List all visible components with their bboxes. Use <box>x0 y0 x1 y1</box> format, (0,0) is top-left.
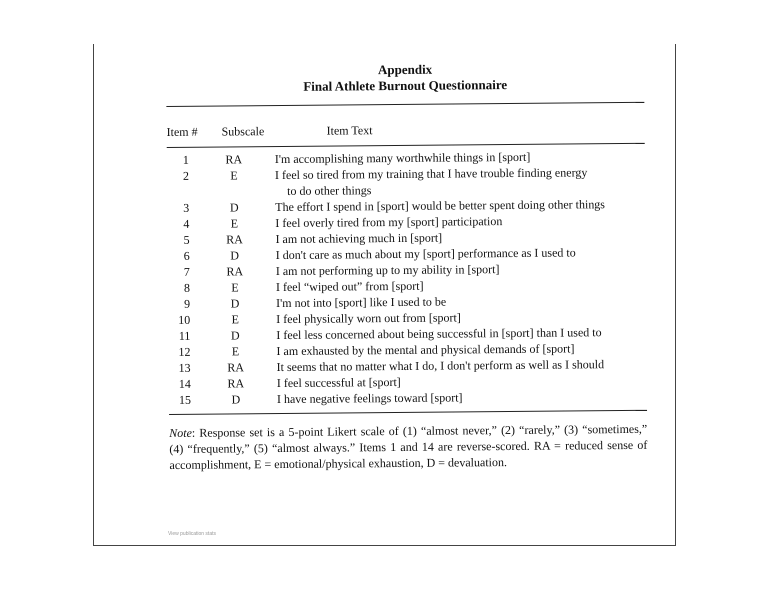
table-body <box>167 144 647 414</box>
item-subscale: E <box>231 280 239 295</box>
appendix-content <box>166 60 648 473</box>
item-number: 11 <box>178 328 191 343</box>
item-subscale: D <box>229 200 239 215</box>
item-subscale: RA <box>227 376 245 391</box>
item-text-line: I'm accomplishing many worthwhile things in [sport] <box>274 149 531 167</box>
item-text <box>275 164 643 199</box>
item-subscale: E <box>231 312 239 327</box>
item-text-line: I am not performing up to my ability in [sport] <box>275 262 500 279</box>
item-text-line: The effort I spend in [sport] would be better spent doing other things <box>275 197 606 215</box>
item-text-line: I feel “wiped out” from [sport] <box>275 278 424 295</box>
item-subscale: D <box>230 248 240 263</box>
item-text-line: It seems that no matter what I do, I don't perform as well as I should <box>276 357 605 375</box>
item-text-line: I feel less concerned about being successful in [sport] than I used to <box>276 325 602 343</box>
item-number: 13 <box>178 360 191 375</box>
table-header <box>166 103 644 147</box>
item-text-line: I am not achieving much in [sport] <box>275 230 443 247</box>
item-number: 8 <box>183 280 191 295</box>
header-item-text: Item Text <box>326 123 373 138</box>
table-note <box>169 421 647 473</box>
item-text-line: I have negative feelings toward [sport] <box>276 390 463 407</box>
note-text: : Response set is a 5-point Likert scale of (1) “almost never,” (2) “rarely,” (3) “sometimes,” (4) “frequently,” (5) “almost always.” Items 1 and 14 are reverse-scored. RA = reduced sense of accomplishment, E = emotional/physical exhaustion, D = devaluation. <box>169 421 648 472</box>
item-text-continuation: to do other things <box>287 183 372 198</box>
item-text-line: I feel physically worn out from [sport] <box>276 310 461 327</box>
questionnaire-title: Final Athlete Burnout Questionnaire <box>303 77 508 94</box>
item-subscale: D <box>231 392 241 407</box>
view-publication-stats-link[interactable]: View publication stats <box>168 531 216 537</box>
item-number: 6 <box>183 248 190 263</box>
item-subscale: D <box>230 328 240 343</box>
item-text-line: I feel so tired from my training that I have trouble finding energy <box>274 165 588 183</box>
item-number: 7 <box>183 264 190 279</box>
item-subscale: E <box>230 168 238 183</box>
item-subscale: E <box>230 216 239 231</box>
item-number: 4 <box>183 216 190 231</box>
item-number: 3 <box>183 200 190 215</box>
item-text-line: I am exhausted by the mental and physical demands of [sport] <box>276 341 575 359</box>
item-text-line: I feel successful at [sport] <box>276 374 401 391</box>
document-page <box>93 44 676 546</box>
item-subscale: RA <box>226 264 244 279</box>
item-number: 5 <box>183 232 190 247</box>
item-number: 12 <box>178 344 191 359</box>
item-subscale: RA <box>227 360 245 375</box>
item-number: 2 <box>182 168 190 183</box>
item-number: 15 <box>178 392 191 407</box>
item-number: 1 <box>182 152 189 167</box>
table-row <box>169 388 647 408</box>
table-row <box>167 164 645 200</box>
item-text-line: I don't care as much about my [sport] performance as I used to <box>275 245 576 263</box>
header-item-number: Item # <box>166 124 198 139</box>
item-subscale: D <box>230 296 240 311</box>
item-text-line: I'm not into [sport] like I used to be <box>276 294 447 311</box>
appendix-title: Appendix <box>377 61 433 78</box>
item-text-line: I feel overly tired from my [sport] participation <box>275 214 503 231</box>
item-subscale: RA <box>226 232 243 247</box>
item-number: 14 <box>178 376 191 391</box>
item-subscale: RA <box>225 152 243 167</box>
item-number: 9 <box>184 296 191 311</box>
item-text <box>277 388 645 407</box>
header-subscale: Subscale <box>221 124 265 139</box>
item-subscale: E <box>231 344 240 359</box>
item-number: 10 <box>178 312 191 327</box>
note-label: Note <box>169 425 192 440</box>
